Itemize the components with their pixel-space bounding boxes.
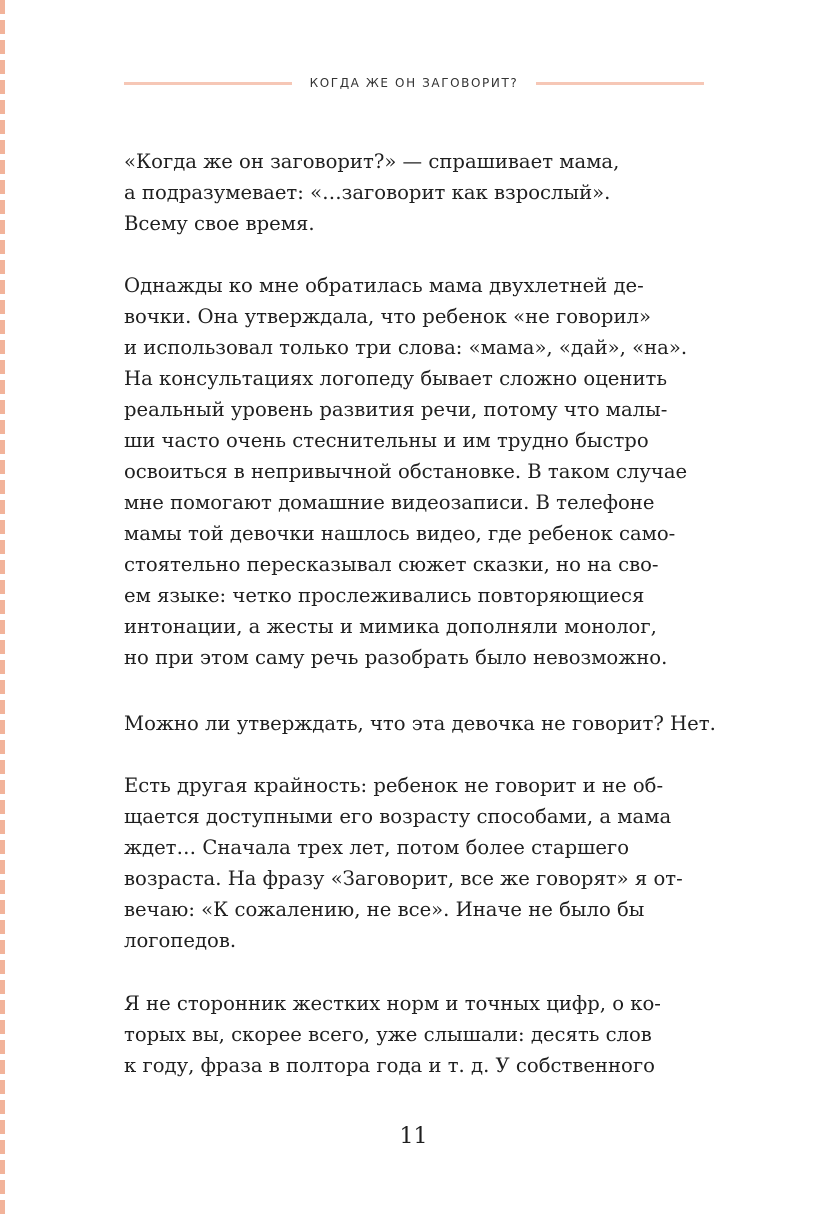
running-head-left-rule <box>124 82 292 85</box>
text-line: стоятельно пересказывал сюжет сказки, но на сво- <box>124 553 659 576</box>
text-line: Однажды ко мне обратилась мама двухлетней де- <box>124 274 644 297</box>
text-line: ждет… Сначала трех лет, потом более старшего <box>124 836 629 859</box>
text-line: «Когда же он заговорит?» — спрашивает мама, <box>124 150 620 173</box>
text-line: На консультациях логопеду бывает сложно оценить <box>124 367 668 390</box>
text-line: мне помогают домашние видеозаписи. В телефоне <box>124 491 655 514</box>
text-line: ши часто очень стеснительны и им трудно быстро <box>124 429 649 452</box>
text-line: а подразумевает: «…заговорит как взрослый». <box>124 181 611 204</box>
paragraph-4 <box>124 770 724 956</box>
text-line: реальный уровень развития речи, потому что малы- <box>124 398 668 421</box>
text-line: вечаю: «К сожалению, не все». Иначе не было бы <box>124 898 645 921</box>
paragraph-1 <box>124 146 724 239</box>
text-line: мамы той девочки нашлось видео, где ребенок само- <box>124 522 676 545</box>
running-head-right-rule <box>536 82 704 85</box>
running-head <box>124 73 704 93</box>
text-line: щается доступными его возрасту способами, а мама <box>124 805 672 828</box>
text-line: интонации, а жесты и мимика дополняли монолог, <box>124 615 657 638</box>
page-edge-decoration <box>0 0 5 1217</box>
running-head-title: КОГДА ЖЕ ОН ЗАГОВОРИТ? <box>309 76 519 90</box>
text-line: вочки. Она утверждала, что ребенок «не говорил» <box>124 305 651 328</box>
text-line: Можно ли утверждать, что эта девочка не говорит? Нет. <box>124 712 716 735</box>
text-line: и использовал только три слова: «мама», «дай», «на». <box>124 336 688 359</box>
text-line: Я не сторонник жестких норм и точных цифр, о ко- <box>124 992 661 1015</box>
text-line: но при этом саму речь разобрать было невозможно. <box>124 646 668 669</box>
text-line: к году, фраза в полтора года и т. д. У собственного <box>124 1054 655 1077</box>
paragraph-2 <box>124 270 724 673</box>
text-line: возраста. На фразу «Заговорит, все же говорят» я от- <box>124 867 683 890</box>
text-line: Есть другая крайность: ребенок не говорит и не об- <box>124 774 664 797</box>
text-line: освоиться в непривычной обстановке. В таком случае <box>124 460 688 483</box>
page-number: 11 <box>399 1124 428 1149</box>
text-line: логопедов. <box>124 929 237 952</box>
text-line: торых вы, скорее всего, уже слышали: десять слов <box>124 1023 652 1046</box>
text-line: ем языке: четко прослеживались повторяющиеся <box>124 584 645 607</box>
paragraph-5 <box>124 988 724 1081</box>
text-line: Всему свое время. <box>124 212 315 235</box>
paragraph-3 <box>124 708 724 739</box>
